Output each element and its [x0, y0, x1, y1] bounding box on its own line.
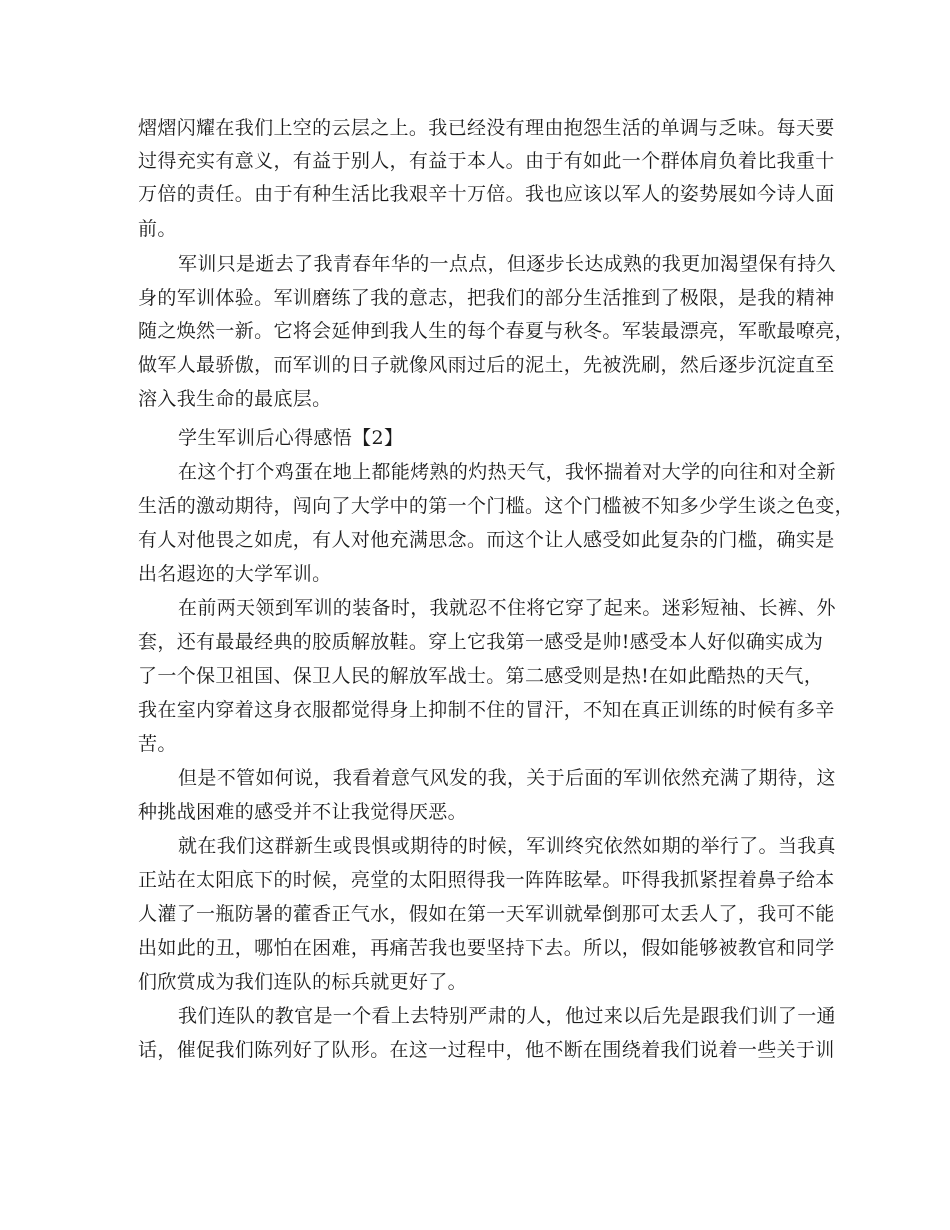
section-heading: 学生军训后心得感悟【2】	[178, 427, 404, 449]
text-line: 随之焕然一新。它将会延伸到我人生的每个春夏与秋冬。军装最漂亮，军歌最嘹亮，	[138, 320, 854, 342]
text-line: 身的军训体验。军训磨练了我的意志，把我们的部分生活推到了极限，是我的精神	[138, 287, 835, 309]
text-line: 就在我们这群新生或畏惧或期待的时候，军训终究依然如期的举行了。当我真	[178, 835, 836, 857]
text-line: 在这个打个鸡蛋在地上都能烤熟的灼热天气，我怀揣着对大学的向往和对全新	[178, 461, 836, 483]
text-line: 万倍的责任。由于有种生活比我艰辛十万倍。我也应该以军人的姿势展如今诗人面	[138, 183, 835, 205]
text-line: 出如此的丑，哪怕在困难，再痛苦我也要坚持下去。所以，假如能够被教官和同学	[138, 937, 835, 959]
text-line: 前。	[138, 218, 177, 240]
text-line: 种挑战困难的感受并不让我觉得厌恶。	[138, 801, 467, 823]
text-line: 溶入我生命的最底层。	[138, 388, 332, 410]
text-line: 做军人最骄傲，而军训的日子就像风雨过后的泥土，先被洗刷，然后逐步沉淀直至	[138, 354, 835, 376]
text-line: 套，还有最最经典的胶质解放鞋。穿上它我第一感受是帅!感受本人好似确实成为	[138, 631, 824, 653]
text-line: 出名遐迩的大学军训。	[138, 563, 332, 585]
text-line: 们欣赏成为我们连队的标兵就更好了。	[138, 971, 467, 993]
text-line: 了一个保卫祖国、保卫人民的解放军战士。第二感受则是热!在如此酷热的天气，	[138, 665, 824, 687]
text-line: 熠熠闪耀在我们上空的云层之上。我已经没有理由抱怨生活的单调与乏味。每天要	[138, 117, 835, 139]
text-line: 生活的激动期待，闯向了大学中的第一个门槛。这个门槛被不知多少学生谈之色变，	[138, 495, 854, 517]
text-line: 苦。	[138, 733, 177, 755]
text-line: 有人对他畏之如虎，有人对他充满思念。而这个让人感受如此复杂的门槛，确实是	[138, 529, 835, 551]
text-line: 话，催促我们陈列好了队形。在这一过程中，他不断在围绕着我们说着一些关于训	[138, 1039, 835, 1061]
text-line: 正站在太阳底下的时候，亮堂的太阳照得我一阵阵眩晕。吓得我抓紧捏着鼻子给本	[138, 869, 835, 891]
text-line: 军训只是逝去了我青春年华的一点点，但逐步长达成熟的我更加渴望保有持久	[178, 253, 836, 275]
text-line: 我在室内穿着这身衣服都觉得身上抑制不住的冒汗，不知在真正训练的时候有多辛	[138, 699, 835, 721]
text-line: 人灌了一瓶防暑的藿香正气水，假如在第一天军训就晕倒那可太丢人了，我可不能	[138, 903, 835, 925]
text-line: 但是不管如何说，我看着意气风发的我，关于后面的军训依然充满了期待，这	[178, 767, 836, 789]
text-line: 在前两天领到军训的装备时，我就忍不住将它穿了起来。迷彩短袖、长裤、外	[178, 597, 836, 619]
text-line: 我们连队的教官是一个看上去特别严肃的人，他过来以后先是跟我们训了一通	[178, 1005, 836, 1027]
text-line: 过得充实有意义，有益于别人，有益于本人。由于有如此一个群体肩负着比我重十	[138, 150, 835, 172]
